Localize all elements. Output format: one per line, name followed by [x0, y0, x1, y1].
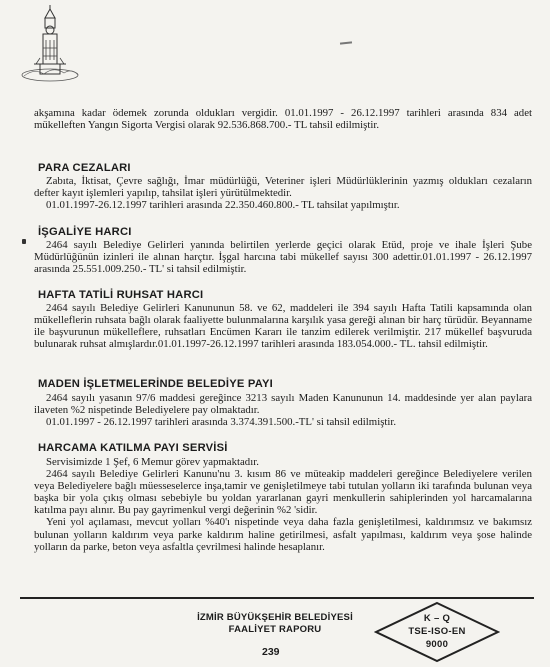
footer-title — [170, 612, 380, 636]
page-number: 239 — [262, 646, 280, 658]
section-body-harcama-katilma — [34, 456, 532, 553]
paragraph: 01.01.1997 - 26.12.1997 tarihleri arasında 3.374.391.500.-TL' si tahsil edilmiştir. — [46, 416, 397, 429]
section-body-hafta-tatili — [34, 302, 532, 350]
badge-line-3: 9000 — [425, 639, 449, 650]
paragraph: 2464 sayılı Belediye Gelirleri yanında belirtilen yerlerde geçici olarak Etüd, proje ve ihale İşleri Şube Müdürlüğünün izinleri ile alınan harçtır. İşgal harcına tabi mükellef sayısı 300 adettir.01.01.1997 - 26.12.1997 arasında 25.551.009.250.- TL' si tahsil edilmiştir. — [34, 239, 532, 276]
section-heading-para-cezalari: PARA CEZALARI — [38, 162, 131, 174]
footer-report-name: FAALİYET RAPORU — [228, 624, 322, 635]
paragraph: 2464 sayılı Belediye Gelirleri Kanunu'nu 3. kısım 86 ve müteakip maddeleri gereğince Belediyelere verilen veya Belediyelere bağlı müesseselerce inşa,tamir ve genişletilmeye tabi tutulan yolların iki tarafında bulunan veya başka bir yola çıkış olması sebebiyle bu yoldan yararlanan gayri menkullerin sahiplerinden yol harcamalarına katılma payı alınır. Bu pay gayrimenkul vergi değerinin %2 'sidir. — [34, 468, 532, 517]
paragraph: 2464 sayılı yasanın 97/6 maddesi gereğince 3213 sayılı Maden Kanununun 14. maddesinde yer alan paylara ilaveten %2 nispetinde Belediyelere pay olmaktadır. — [34, 392, 532, 417]
section-heading-hafta-tatili: HAFTA TATİLİ RUHSAT HARCI — [38, 289, 204, 301]
section-heading-harcama-katilma: HARCAMA KATILMA PAYI SERVİSİ — [38, 442, 228, 454]
section-body-isgaliye-harci — [34, 239, 532, 275]
footer-org-name: İZMİR BÜYÜKŞEHİR BELEDİYESİ — [197, 612, 353, 623]
paragraph: Servisimizde 1 Şef, 6 Memur görev yapmaktadır. — [46, 456, 259, 468]
paragraph: 01.01.1997-26.12.1997 tarihleri arasında 22.350.460.800.- TL tahsilat yapılmıştır. — [46, 199, 400, 212]
footer-rule — [20, 597, 534, 599]
section-body-para-cezalari — [34, 175, 532, 211]
paragraph: Yeni yol açılaması, mevcut yolları %40'ı nispetinde veya daha fazla genişletilmesi, kaldırımsız ve bakımsız bulunan yolların kaldırım veya parke kaldırım haline getirilmesi, asfalt yapılması, kaldırım veya şose halinde yolların da parke, beton veya asfaltla çevrilmesi halinde hesaplanır. — [34, 516, 532, 553]
badge-line-1: K – Q — [423, 613, 451, 624]
margin-mark — [22, 239, 26, 244]
section-body-maden — [34, 392, 532, 428]
scan-speck — [340, 41, 352, 44]
clock-tower-icon — [14, 4, 86, 84]
intro-text: akşamına kadar ödemek zorunda oldukları vergidir. 01.01.1997 - 26.12.1997 tarihleri arasında 834 adet mükelleften Yangın Sigorta Vergisi olarak 92.536.868.700.- TL tahsil edilmiştir. — [34, 107, 532, 132]
paragraph: Zabıta, İktisat, Çevre sağlığı, İmar müdürlüğü, Veteriner işleri Müdürlüklerinin yazmış oldukları cezaların defter kayıt işlemleri yapılıp, tahsilat işleri yürütülmektedir. — [34, 175, 532, 200]
section-heading-isgaliye-harci: İŞGALİYE HARCI — [38, 226, 132, 238]
paragraph: 2464 sayılı Belediye Gelirleri Kanununun 58. ve 62, maddeleri ile 394 sayılı Hafta Tatili kapsamında olan mükelleflerin ruhsata bağlı olarak faaliyette bulunmalarına karşılık yasa gereği alınan bir harç türüdür. Beyanname ile başvurunun mükelleflere, ruhsatları Encümen Kararı ile tanzim edilerek verilmiştir. 217 mükellef başvuruda bulunarak ruhsat almışlardır.01.01.1997-26.12.1997 tarihleri arasında 183.054.000.- TL. tahsil edilmiştir. — [34, 302, 532, 351]
section-heading-maden: MADEN İŞLETMELERİNDE BELEDİYE PAYI — [38, 378, 273, 390]
badge-line-2: TSE-ISO-EN — [408, 626, 466, 637]
intro-paragraph — [34, 107, 532, 131]
